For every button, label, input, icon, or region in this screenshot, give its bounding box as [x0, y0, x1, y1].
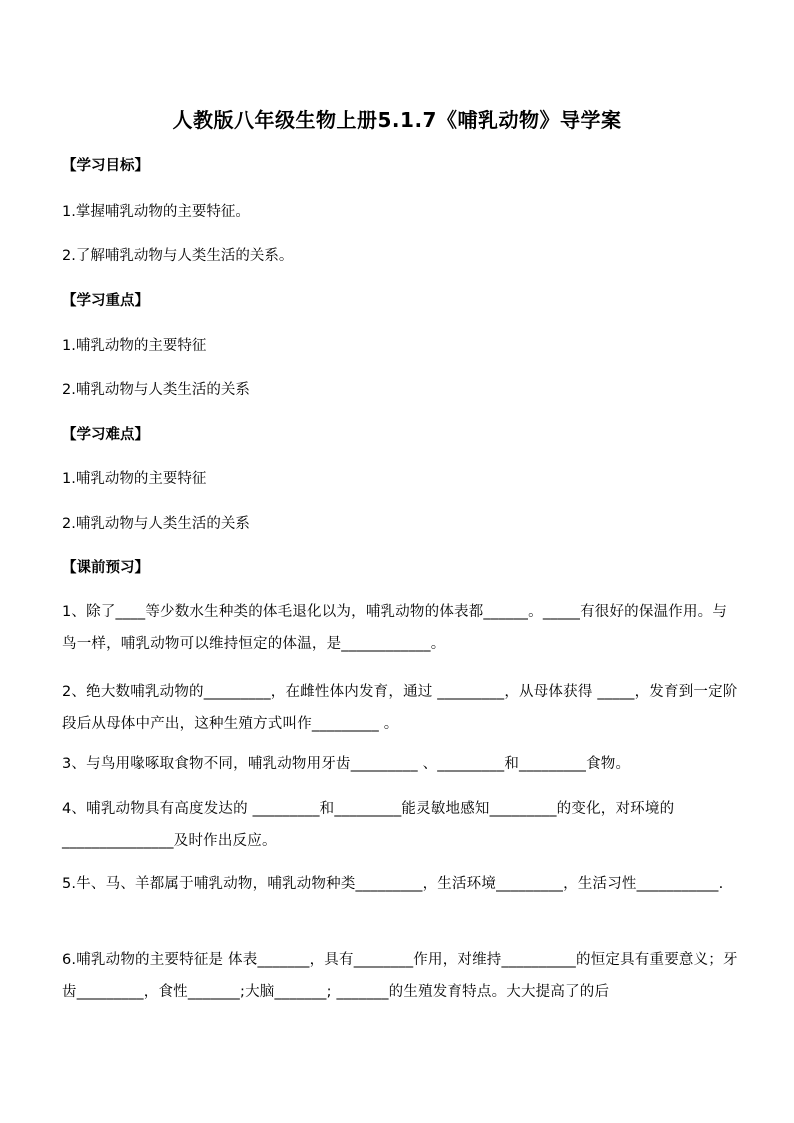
- section-heading-goals: 【学习目标】: [62, 158, 149, 174]
- key-point-item: 2.哺乳动物与人类生活的关系: [62, 382, 250, 398]
- preview-question-6: 6.哺乳动物的主要特征是 体表_______，具有________作用，对维持__________的恒定具有重要意义；牙齿_________，食性_______;大脑_______; _______的生殖发育特点。大大提高了的后: [62, 952, 738, 1000]
- page-title: 人教版八年级生物上册5.1.7《哺乳动物》导学案: [172, 108, 622, 132]
- difficulty-item: 1.哺乳动物的主要特征: [62, 471, 207, 487]
- difficulty-item: 2.哺乳动物与人类生活的关系: [62, 516, 250, 532]
- preview-question-5: 5.牛、马、羊都属于哺乳动物，哺乳动物种类_________，生活环境_________，生活习性___________.: [62, 876, 724, 892]
- section-heading-difficulties: 【学习难点】: [62, 427, 149, 443]
- preview-question-1: 1、除了____等少数水生种类的体毛退化以为，哺乳动物的体表都______。_____有很好的保温作用。与鸟一样，哺乳动物可以维持恒定的体温，是____________。: [62, 604, 728, 652]
- preview-question-4: 4、哺乳动物具有高度发达的 _________和_________能灵敏地感知_________的变化，对环境的_______________及时作出反应。: [62, 801, 675, 849]
- goal-item: 2.了解哺乳动物与人类生活的关系。: [62, 248, 294, 264]
- section-heading-key-points: 【学习重点】: [62, 293, 149, 309]
- goal-item: 1.掌握哺乳动物的主要特征。: [62, 204, 250, 220]
- section-heading-preview: 【课前预习】: [62, 560, 149, 576]
- key-point-item: 1.哺乳动物的主要特征: [62, 338, 207, 354]
- preview-question-2: 2、绝大数哺乳动物的_________，在雌性体内发育，通过 _________，从母体获得 _____，发育到一定阶段后从母体中产出，这种生殖方式叫作_________ 。: [62, 684, 738, 732]
- preview-question-3: 3、与鸟用喙啄取食物不同，哺乳动物用牙齿_________ 、_________和_________食物。: [62, 756, 631, 772]
